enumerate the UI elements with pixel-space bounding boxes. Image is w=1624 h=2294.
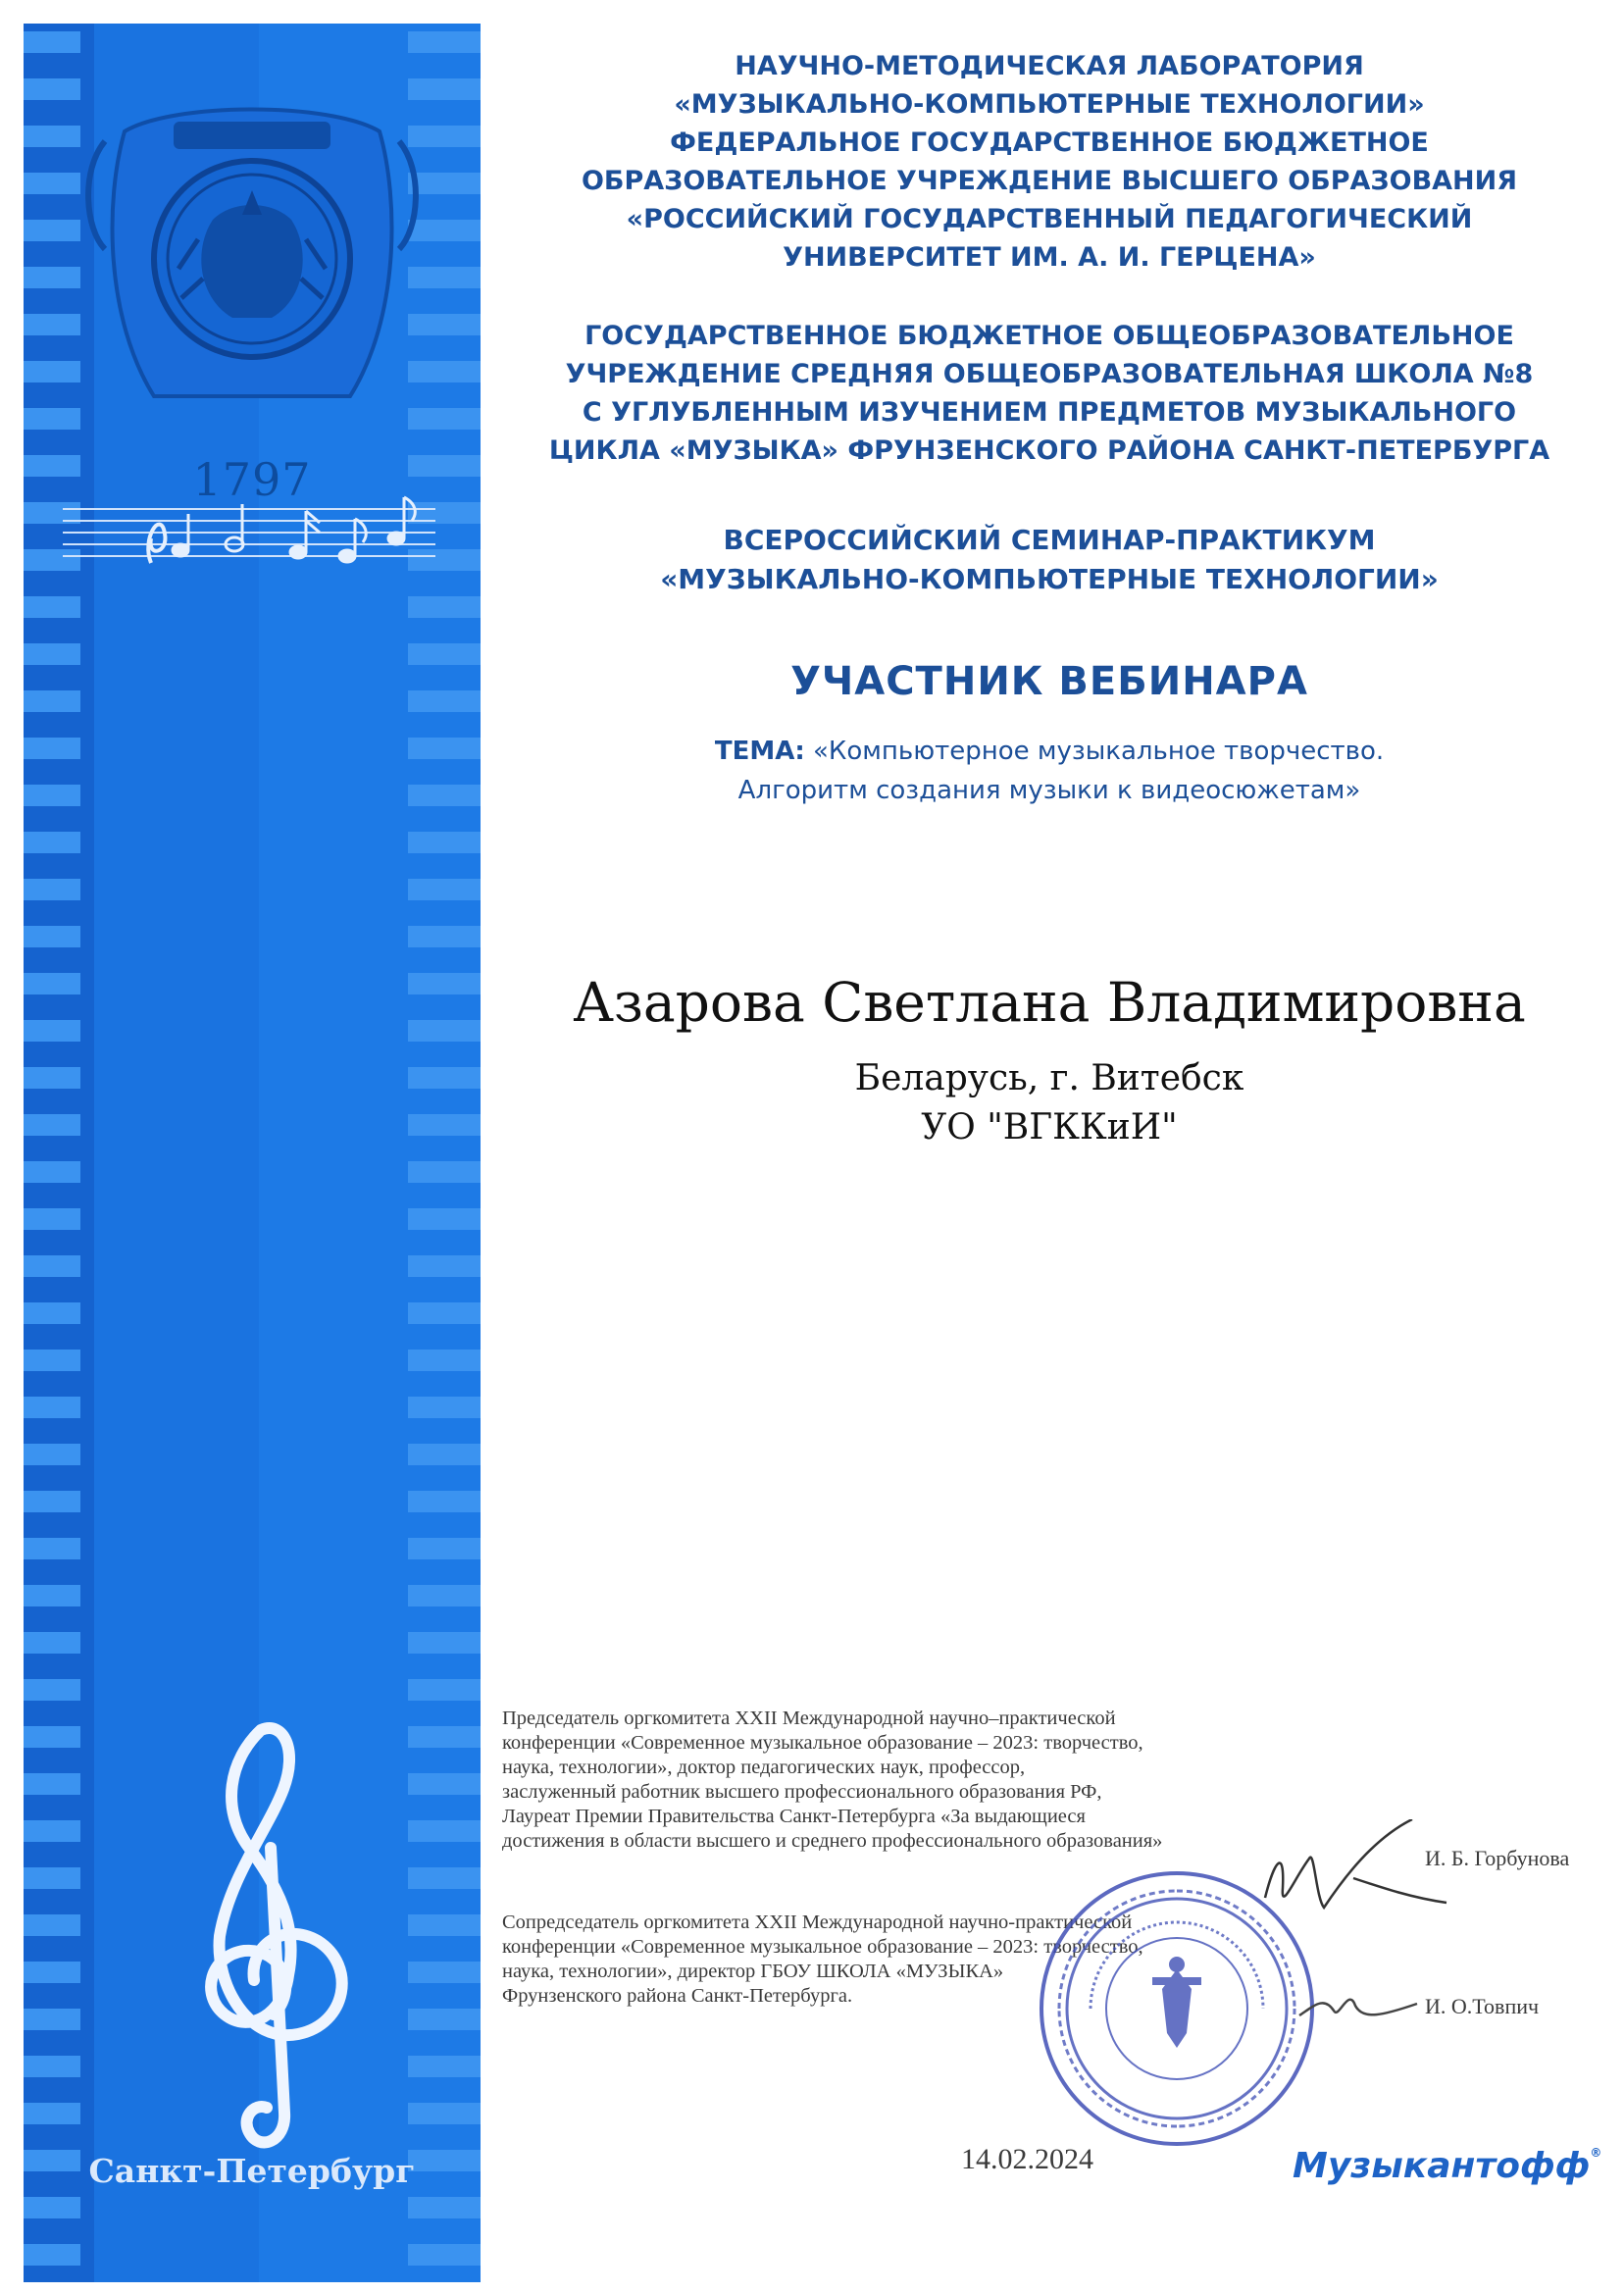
recipient-location: Беларусь, г. Витебск [854,1058,1244,1098]
webinar-topic [510,732,1589,810]
organizer-laboratory: НАУЧНО-МЕТОДИЧЕСКАЯ ЛАБОРАТОРИЯ «МУЗЫКАЛЬНО-КОМПЬЮТЕРНЫЕ ТЕХНОЛОГИИ» ФЕДЕРАЛЬНОЕ ГОСУДАРСТВЕННОЕ БЮДЖЕТНОЕ ОБРАЗОВАТЕЛЬНОЕ УЧРЕЖДЕНИЕ ВЫСШЕГО ОБРАЗОВАНИЯ «РОССИЙСКИЙ ГОСУДАРСТВЕННЫЙ ПЕДАГОГИЧЕСКИЙ УНИВЕРСИТЕТ ИМ. А. И. ГЕРЦЕНА» [581,51,1518,273]
signatory-2-name: И. О.Товпич [1425,1994,1540,2018]
event-title: ВСЕРОССИЙСКИЙ СЕМИНАР-ПРАКТИКУМ «МУЗЫКАЛЬНО-КОМПЬЮТЕРНЫЕ ТЕХНОЛОГИИ» [660,524,1439,595]
piano-keys-pattern [24,24,481,2282]
founding-year: 1797 [192,453,312,506]
recipient-name: Азарова Светлана Владимировна [573,971,1526,1034]
brand-name: Музыкантофф [1293,2146,1591,2186]
registered-mark: ® [1590,2146,1602,2160]
topic-line-1: «Компьютерное музыкальное творчество. [812,737,1385,766]
university-emblem [88,110,416,397]
issue-date: 14.02.2024 [961,2143,1093,2175]
signatory-2-title: Сопредседатель оргкомитета XXII Международной научно-практической конференции «Современное музыкальное образование – 2023: творчество, наука, технологии», директор ГБОУ ШКОЛА «МУЗЫКА» Фрунзенского района Санкт-Петербурга. [502,1912,1143,2007]
recipient-organization: УО "ВГККиИ" [921,1107,1178,1147]
certificate-type: УЧАСТНИК ВЕБИНАРА [790,659,1308,704]
signature-2 [1294,1976,1422,2035]
signatory-1-name: И. Б. Горбунова [1425,1846,1570,1870]
signature-1 [1255,1819,1451,1927]
topic-label: ТЕМА: [714,737,805,766]
recipient-details [510,1054,1589,1152]
decorative-band [24,24,481,2282]
topic-line-2: Алгоритм создания музыки к видеосюжетам» [737,776,1361,805]
signatory-1-title: Председатель оргкомитета XXII Международной научно–практической конференции «Современное музыкальное образование – 2023: творчество, наука, технологии», доктор педагогических наук, профессор, заслуженный работник высшего профессионального образования РФ, Лауреат Премии Правительства Санкт-Петербурга «За выдающиеся достижения в области высшего и среднего профессионального образования» [502,1708,1163,1852]
city-label: Санкт-Петербург [88,2152,416,2190]
brand-logo [1293,2146,1601,2186]
organizer-school: ГОСУДАРСТВЕННОЕ БЮДЖЕТНОЕ ОБЩЕОБРАЗОВАТЕЛЬНОЕ УЧРЕЖДЕНИЕ СРЕДНЯЯ ОБЩЕОБРАЗОВАТЕЛЬНАЯ ШКОЛА №8 С УГЛУБЛЕННЫМ ИЗУЧЕНИЕМ ПРЕДМЕТОВ МУЗЫКАЛЬНОГО ЦИКЛА «МУЗЫКА» ФРУНЗЕНСКОГО РАЙОНА САНКТ-ПЕТЕРБУРГА [548,321,1550,466]
